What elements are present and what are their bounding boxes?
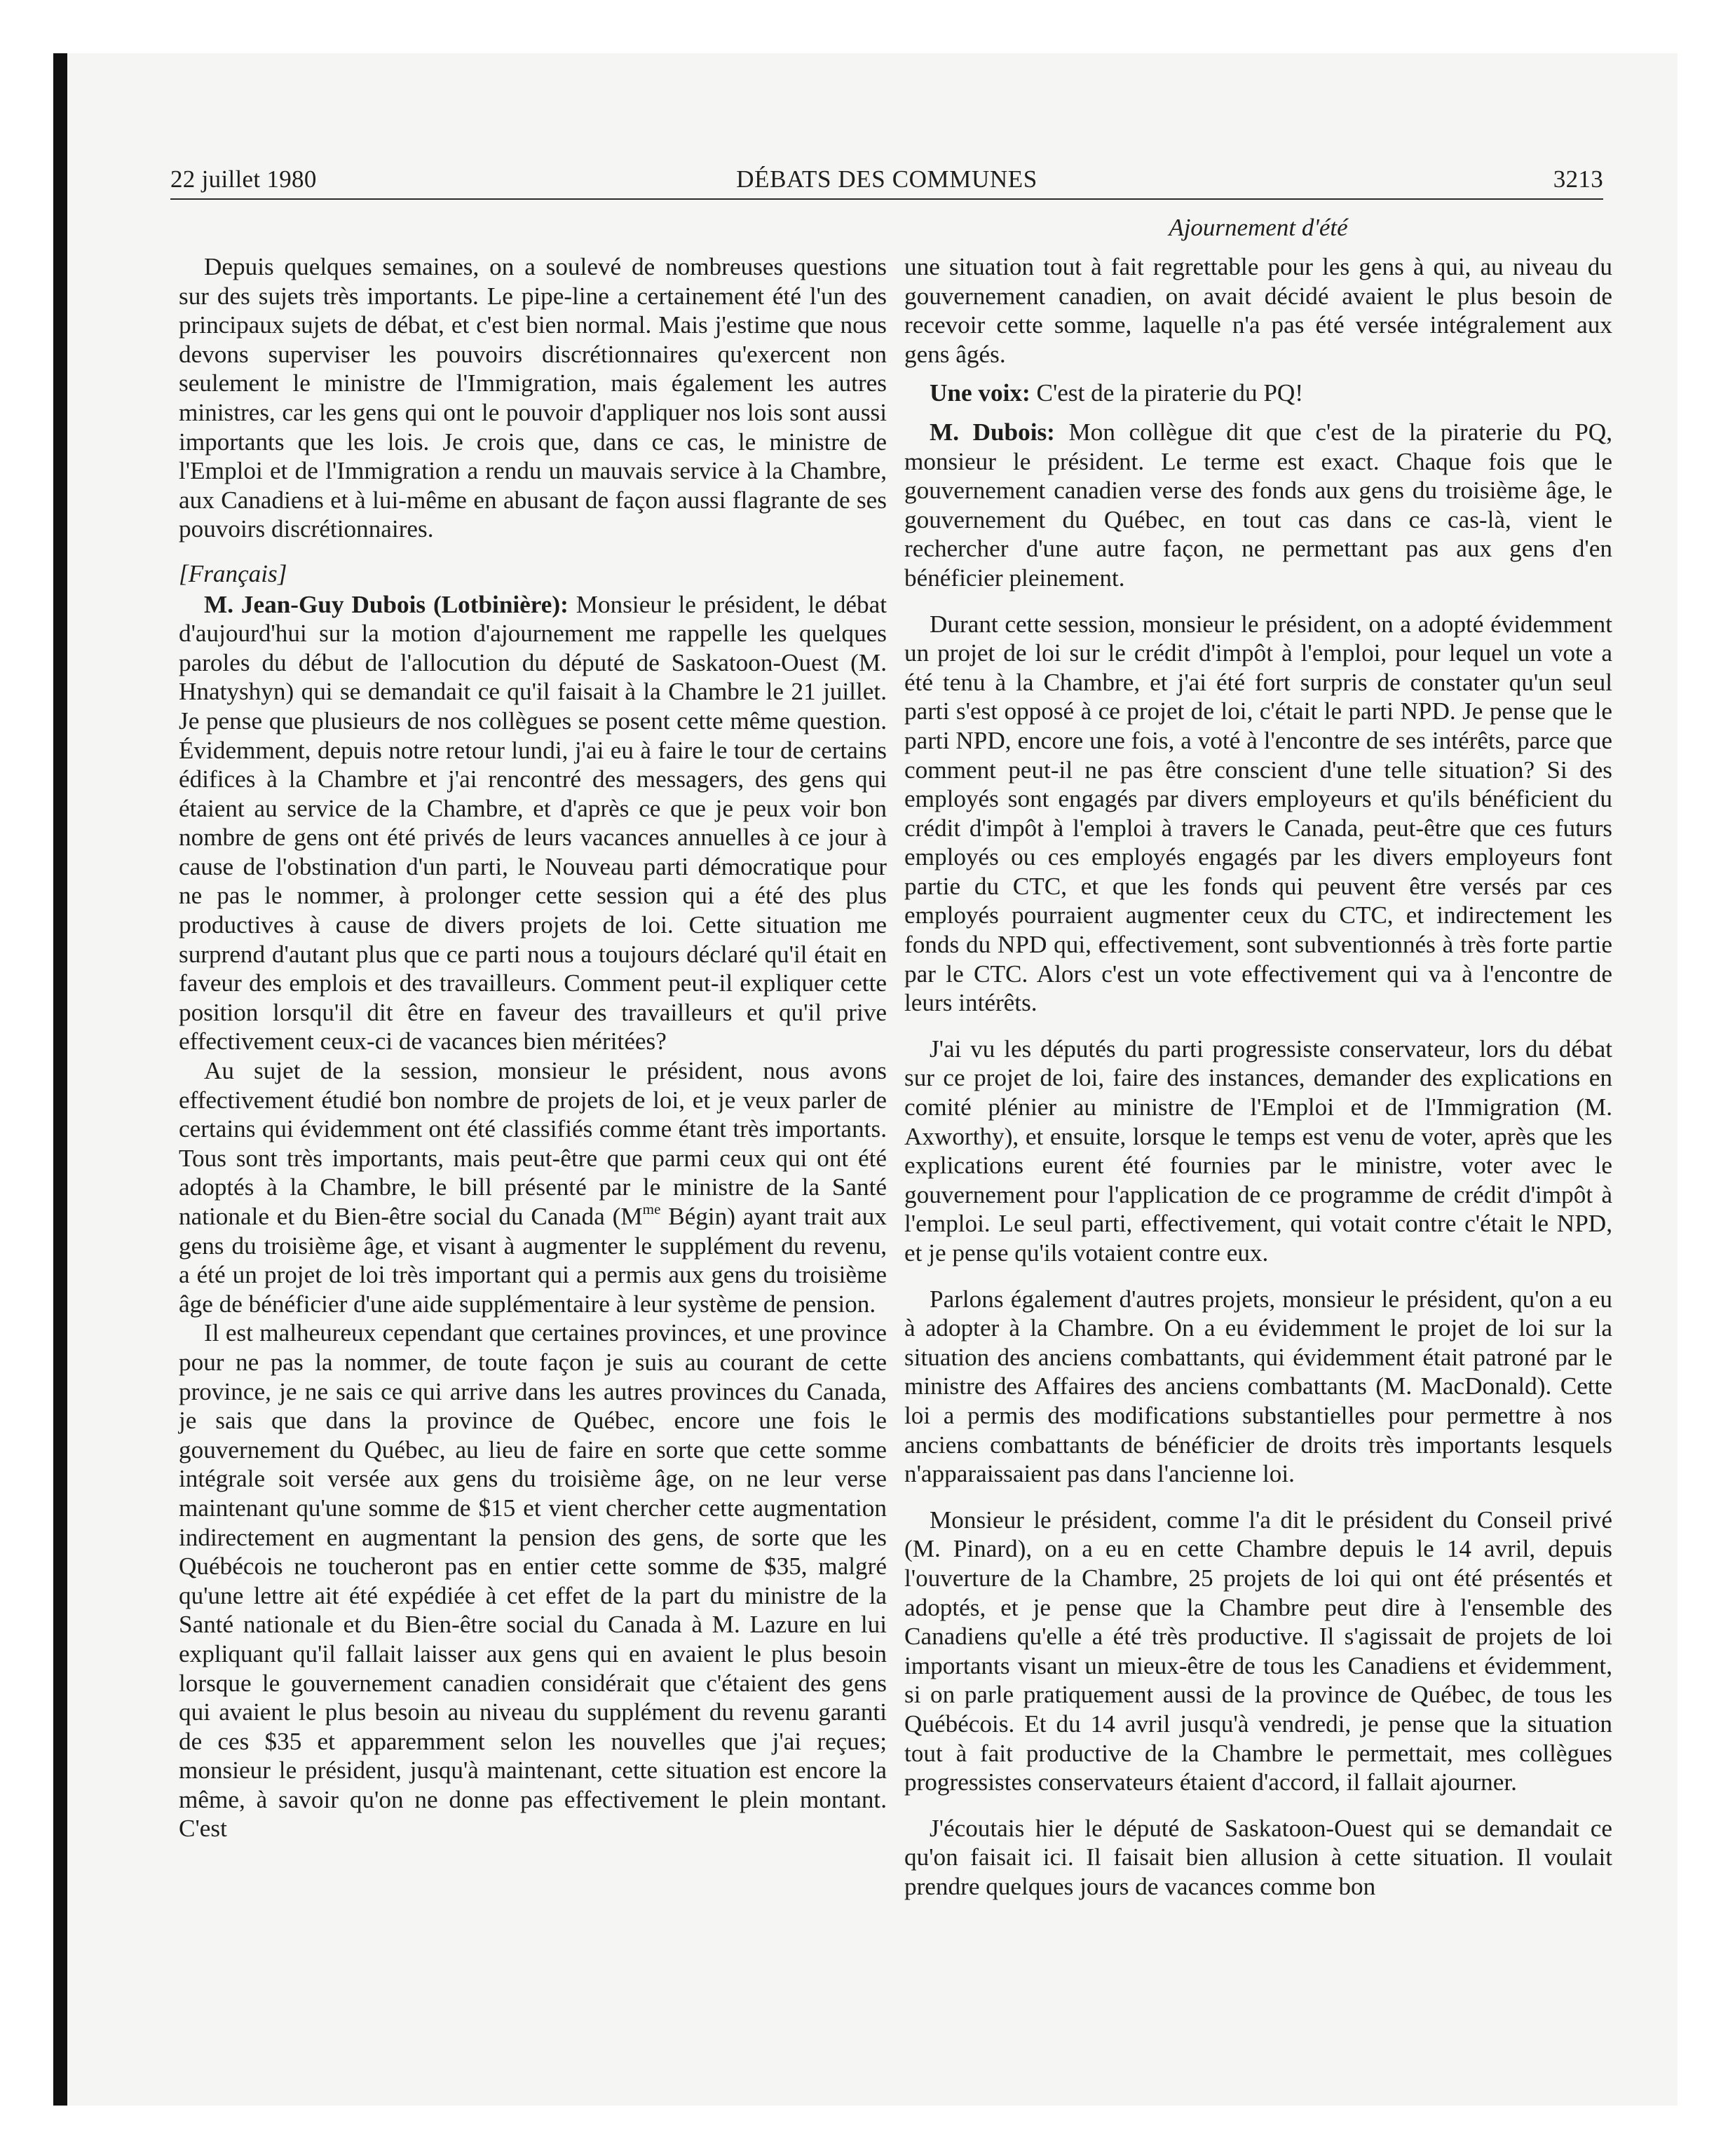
speech-text: Monsieur le président, le débat d'aujourd'hui sur la motion d'ajournement me rappelle les quelques paroles du début de l'allocution du député de Saskatoon-Ouest (M. Hnatyshyn) qui se demandait ce qu'il faisait à la Chambre le 21 juillet. Je pense que plusieurs de nos collègues se posent cette même question. Évidemment, depuis notre retour lundi, j'ai eu à faire le tour de certains édifices à la Chambre et j'ai rencontré des messagers, des gens qui étaient au service de la Chambre, et d'après ce que je peux voir bon nombre de gens ont été privés de leurs vacances annuelles à ce jour à cause de l'obstination d'un parti, le Nouveau parti démocratique pour ne pas le nommer, à prolonger cette session qui a été des plus productives à cause de divers projets de loi. Cette situation me surprend d'autant plus que ce parti nous a toujours déclaré qu'il était en faveur des emplois et des travailleurs. Comment peut-il expliquer cette position lorsqu'il dit être en faveur des travailleurs et qu'il prive effectivement ceux-ci de vacances bien méritées?	[179, 590, 887, 1056]
right-column	[904, 252, 1612, 1901]
paragraph: une situation tout à fait regrettable pour les gens à qui, au niveau du gouvernement canadien, on avait décidé avaient le plus besoin de recevoir cette somme, laquelle n'a pas été versée intégralement aux gens âgés.	[904, 253, 1612, 368]
paragraph: J'ai vu les députés du parti progressiste conservateur, lors du débat sur ce projet de loi, faire des instances, demander des explications en comité plénier au ministre de l'Emploi et de l'Immigration (M. Axworthy), et ensuite, lorsque le temps est venu de voter, après que les explications eurent été fournies par le ministre, voter avec le gouvernement pour l'application de ce programme de crédit d'impôt à l'emploi. Le seul parti, effectivement, qui votait contre c'était le NPD, et je pense qu'ils votaient contre eux.	[904, 1035, 1612, 1267]
paragraph: J'écoutais hier le député de Saskatoon-Ouest qui se demandait ce qu'on faisait ici. Il faisait bien allusion à cette situation. Il voulait prendre quelques jours de vacances comme bon	[904, 1814, 1612, 1900]
paragraph	[179, 590, 887, 1057]
speaker-name: M. Jean-Guy Dubois (Lotbinière):	[204, 590, 569, 618]
language-label: [Français]	[179, 559, 287, 587]
speech-text: Au sujet de la session, monsieur le président, nous avons effectivement étudié bon nombre de projets de loi, et je veux parler de certains qui évidemment ont été classifiés comme étant très importants. Tous sont très importants, mais peut-être que parmi ceux qui ont été adoptés à la Chambre, le bill présenté par le ministre de la Santé nationale et du Bien-être social du Canada (M	[179, 1057, 887, 1230]
superscript: me	[642, 1201, 661, 1218]
left-column	[179, 252, 887, 1843]
speech-text: Mon collègue dit que c'est de la piraterie du PQ, monsieur le président. Le terme est exact. Chaque fois que le gouvernement canadien verse des fonds aux gens du troisième âge, le gouvernement du Québec, en tout cas dans ce cas-là, vient le rechercher d'une autre façon, ne permettant pas aux gens d'en bénéficier pleinement.	[904, 418, 1613, 592]
header-date: 22 juillet 1980	[170, 165, 317, 193]
paragraph	[904, 418, 1612, 593]
page-number: 3213	[1553, 165, 1603, 193]
paragraph	[179, 1056, 887, 1318]
speaker-name: M. Dubois:	[930, 418, 1055, 446]
speaker-name: Une voix:	[930, 379, 1030, 407]
speech-text: Bégin) ayant trait aux gens du troisième âge, et visant à augmenter le supplément du revenu, a été un projet de loi très important qui a permis aux gens du troisième âge de bénéficier d'une aide supplémentaire à leur système de pension.	[179, 1203, 887, 1318]
paragraph: Il est malheureux cependant que certaines provinces, et une province pour ne pas la nommer, de toute façon je suis au courant de cette province, je ne sais ce qui arrive dans les autres provinces du Canada, je sais que dans la province de Québec, encore une fois le gouvernement du Québec, au lieu de faire en sorte que cette somme intégrale soit versée aux gens du troisième âge, on ne leur verse maintenant qu'une somme de $15 et vient chercher cette augmentation indirectement en augmentant la pension des gens, de sorte que les Québécois ne toucheront pas en entier cette somme de $35, malgré qu'une lettre ait été expédiée à cet effet de la part du ministre de la Santé nationale et du Bien-être social du Canada à M. Lazure en lui expliquant qu'il fallait laisser aux gens qui en avaient le plus besoin lorsque le gouvernement canadien considérait que c'étaient des gens qui avaient le plus besoin au niveau du supplément du revenu garanti de ces $35 et apparemment selon les nouvelles que j'ai reçues; monsieur le président, jusqu'à maintenant, cette situation est encore la même, à savoir qu'on ne donne pas effectivement le plein montant. C'est	[179, 1319, 887, 1843]
paragraph: Parlons également d'autres projets, monsieur le président, qu'on a eu à adopter à la Chambre. On a eu évidemment le projet de loi sur la situation des anciens combattants, qui évidemment était patroné par le ministre des Affaires des anciens combattants (M. MacDonald). Cette loi a permis des modifications substantielles pour permettre à nos anciens combattants de bénéficier de droits très importants lesquels n'apparaissaient pas dans l'ancienne loi.	[904, 1285, 1612, 1488]
header-rule	[170, 198, 1603, 200]
paragraph	[904, 378, 1612, 408]
page-header	[170, 160, 1603, 196]
paragraph: Monsieur le président, comme l'a dit le président du Conseil privé (M. Pinard), on a eu en cette Chambre depuis le 14 avril, depuis l'ouverture de la Chambre, 25 projets de loi qui ont été présentés et adoptés, et je pense que la Chambre peut dire à l'ensemble des Canadiens qu'elle a été très productive. Il s'agissait de projets de loi importants visant un mieux-être de tous les Canadiens et évidemment, si on parle pratiquement aussi de la province de Québec, de tous les Québécois. Et du 14 avril jusqu'à vendredi, je pense que la situation tout à fait productive de la Chambre le permettait, mes collègues progressistes conservateurs étaient d'accord, il fallait ajourner.	[904, 1506, 1612, 1796]
speech-text: C'est de la piraterie du PQ!	[1036, 379, 1304, 407]
paragraph: Depuis quelques semaines, on a soulevé de nombreuses questions sur des sujets très importants. Le pipe-line a certainement été l'un des principaux sujets de débat, et c'est bien normal. Mais j'estime que nous devons superviser les pouvoirs discrétionnaires qu'exercent non seulement le ministre de l'Immigration, mais également les autres ministres, car les gens qui ont le pouvoir d'appliquer nos lois sont aussi importants que les lois. Je crois que, dans ce cas, le ministre de l'Emploi et de l'Immigration a rendu un mauvais service à la Chambre, aux Canadiens et à lui-même en abusant de façon aussi flagrante de ses pouvoirs discrétionnaires.	[179, 253, 887, 543]
paragraph: Durant cette session, monsieur le président, on a adopté évidemment un projet de loi sur le crédit d'impôt à l'emploi, pour lequel un vote a été tenu à la Chambre, et j'ai été fort surpris de constater qu'un seul parti s'est opposé à ce projet de loi, c'était le parti NPD. Je pense que le parti NPD, encore une fois, a voté à l'encontre de ses intérêts, parce que comment peut-il ne pas être conscient d'une telle situation? Si des employés sont engagés par divers employeurs et qu'ils bénéficient du crédit d'impôt à l'emploi à travers le Canada, peut-être que ces futurs employés ou ces employés engagés par les divers employeurs font partie du CTC, et que les fonds qui peuvent être versés par ces employés pourraient augmenter ceux du CTC, et indirectement les fonds du NPD qui, effectivement, sont subventionnés à très forte partie par le CTC. Alors c'est un vote effectivement qui va à l'encontre de leurs intérêts.	[904, 610, 1612, 1017]
scan-edge	[53, 53, 67, 2106]
running-head: Ajournement d'été	[1169, 214, 1348, 241]
header-title: DÉBATS DES COMMUNES	[736, 165, 1037, 193]
